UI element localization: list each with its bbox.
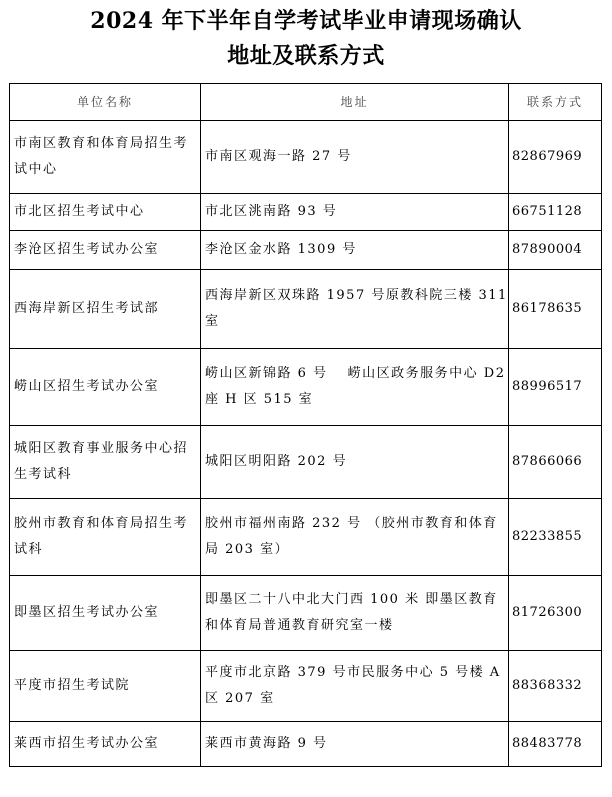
- table-row: [10, 194, 602, 231]
- table-row: [10, 426, 602, 499]
- unit-cell: 市北区招生考试中心: [10, 194, 201, 231]
- unit-cell: 胶州市教育和体育局招生考试科: [10, 499, 201, 576]
- address-cell: 崂山区新锦路 6 号 崂山区政务服务中心 D2 座 H 区 515 室: [201, 349, 509, 426]
- header-contact: 联系方式: [509, 84, 602, 121]
- table-row: [10, 121, 602, 194]
- unit-cell: 市南区教育和体育局招生考试中心: [10, 121, 201, 194]
- table-row: [10, 231, 602, 270]
- phone-cell: 88368332: [509, 651, 602, 722]
- unit-cell: 城阳区教育事业服务中心招生考试科: [10, 426, 201, 499]
- phone-cell: 82233855: [509, 499, 602, 576]
- address-cell: 莱西市黄海路 9 号: [201, 722, 509, 767]
- address-cell: 西海岸新区双珠路 1957 号原教科院三楼 311 室: [201, 270, 509, 349]
- table-header-row: [10, 84, 602, 121]
- address-cell: 城阳区明阳路 202 号: [201, 426, 509, 499]
- phone-cell: 66751128: [509, 194, 602, 231]
- contact-table: [9, 83, 602, 767]
- table-row: [10, 270, 602, 349]
- table-row: [10, 722, 602, 767]
- address-cell: 市北区洮南路 93 号: [201, 194, 509, 231]
- title-line-1: 2024 年下半年自学考试毕业申请现场确认: [90, 8, 522, 34]
- phone-cell: 88483778: [509, 722, 602, 767]
- phone-cell: 88996517: [509, 349, 602, 426]
- address-cell: 即墨区二十八中北大门西 100 米 即墨区教育和体育局普通教育研究室一楼: [201, 576, 509, 651]
- phone-cell: 87890004: [509, 231, 602, 270]
- address-cell: 平度市北京路 379 号市民服务中心 5 号楼 A 区 207 室: [201, 651, 509, 722]
- unit-cell: 崂山区招生考试办公室: [10, 349, 201, 426]
- address-cell: 胶州市福州南路 232 号 （胶州市教育和体育局 203 室）: [201, 499, 509, 576]
- table-row: [10, 499, 602, 576]
- title-line-2: 地址及联系方式: [227, 43, 385, 69]
- phone-cell: 86178635: [509, 270, 602, 349]
- unit-cell: 平度市招生考试院: [10, 651, 201, 722]
- header-unit: 单位名称: [10, 84, 201, 121]
- page-title: [0, 4, 612, 74]
- unit-cell: 西海岸新区招生考试部: [10, 270, 201, 349]
- table-row: [10, 576, 602, 651]
- table-row: [10, 349, 602, 426]
- unit-cell: 即墨区招生考试办公室: [10, 576, 201, 651]
- unit-cell: 李沧区招生考试办公室: [10, 231, 201, 270]
- phone-cell: 87866066: [509, 426, 602, 499]
- unit-cell: 莱西市招生考试办公室: [10, 722, 201, 767]
- address-cell: 市南区观海一路 27 号: [201, 121, 509, 194]
- table-row: [10, 651, 602, 722]
- address-cell: 李沧区金水路 1309 号: [201, 231, 509, 270]
- header-address: 地址: [201, 84, 509, 121]
- phone-cell: 82867969: [509, 121, 602, 194]
- phone-cell: 81726300: [509, 576, 602, 651]
